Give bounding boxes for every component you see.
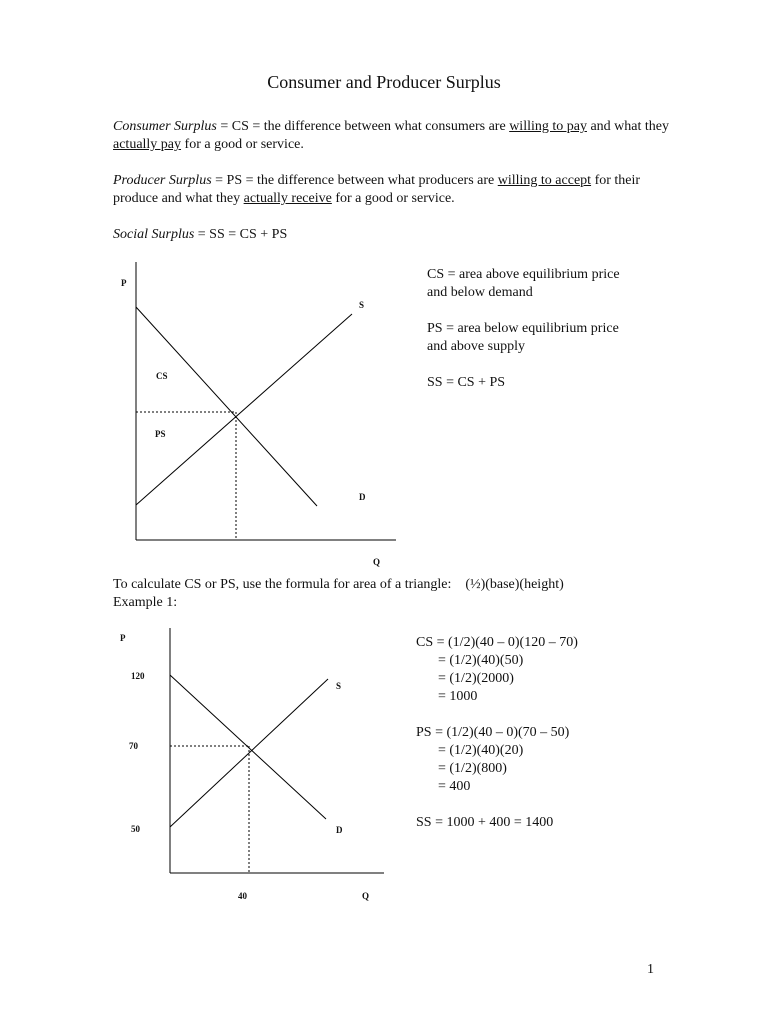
- ps-calc-line-3: = (1/2)(800): [438, 761, 507, 776]
- ss-calc-line: SS = 1000 + 400 = 1400: [416, 815, 554, 830]
- cs-calc-line-3: = (1/2)(2000): [438, 671, 514, 686]
- graph2-p-label: P: [120, 633, 126, 643]
- ss-term: Social Surplus: [113, 227, 195, 242]
- graph1-ps-label: PS: [155, 429, 166, 439]
- graph2-p120-label: 120: [131, 671, 145, 681]
- ps-end: for a good or service.: [331, 191, 455, 206]
- graph2-d-label: D: [336, 825, 343, 835]
- graph2-s-label: S: [336, 681, 342, 691]
- graph1-notes: [427, 266, 620, 392]
- graph1-cs-label: CS: [156, 371, 168, 381]
- ps-term: Producer Surplus: [113, 173, 212, 188]
- graph1-demand-curve: [136, 307, 317, 506]
- page-title: Consumer and Producer Surplus: [267, 72, 501, 92]
- ps-underline-1: willing to accept: [497, 173, 592, 188]
- ss-note: SS = CS + PS: [427, 375, 506, 390]
- graph-2: [120, 628, 384, 901]
- cs-term: Consumer Surplus: [113, 119, 217, 134]
- cs-underline-1: willing to pay: [509, 119, 587, 134]
- cs-end: for a good or service.: [181, 137, 304, 152]
- example-calculations: [416, 634, 578, 832]
- example-label: Example 1:: [113, 595, 178, 610]
- ps-note-line-1: PS = area below equilibrium price: [427, 321, 619, 336]
- cs-calc-line-1: CS = (1/2)(40 – 0)(120 – 70): [416, 635, 578, 650]
- ps-mid: for their produce and what they: [113, 173, 641, 206]
- cs-eq: = CS = the difference between what consumers are: [216, 119, 510, 134]
- ps-note-line-2: and above supply: [427, 339, 525, 354]
- graph1-s-label: S: [359, 300, 365, 310]
- ps-calc-line-2: = (1/2)(40)(20): [438, 743, 524, 758]
- graph1-d-label: D: [359, 492, 366, 502]
- graph1-q-label: Q: [373, 557, 381, 567]
- graph2-demand-curve: [170, 675, 326, 819]
- ss-eq: = SS = CS + PS: [194, 227, 288, 242]
- formula-line: To calculate CS or PS, use the formula for area of a triangle: (½)(base)(height): [113, 577, 564, 592]
- ps-underline-2: actually receive: [243, 191, 332, 206]
- page-number: 1: [647, 962, 654, 977]
- cs-mid: and what they: [586, 119, 669, 134]
- cs-note-line-2: and below demand: [427, 285, 533, 300]
- graph2-q-label: Q: [362, 891, 370, 901]
- cs-note-line-1: CS = area above equilibrium price: [427, 267, 620, 282]
- graph2-q40-label: 40: [238, 891, 247, 901]
- graph2-p50-label: 50: [131, 824, 140, 834]
- cs-underline-2: actually pay: [113, 137, 182, 152]
- graph1-p-label: P: [121, 278, 127, 288]
- cs-calc-line-4: = 1000: [438, 689, 478, 704]
- ps-calc-line-1: PS = (1/2)(40 – 0)(70 – 50): [416, 725, 570, 740]
- ps-eq: = PS = the difference between what producers are: [211, 173, 498, 188]
- graph-1: [121, 262, 396, 567]
- graph2-p70-label: 70: [129, 741, 138, 751]
- graph2-supply-curve: [170, 679, 328, 827]
- ps-calc-line-4: = 400: [438, 779, 471, 794]
- cs-calc-line-2: = (1/2)(40)(50): [438, 653, 524, 668]
